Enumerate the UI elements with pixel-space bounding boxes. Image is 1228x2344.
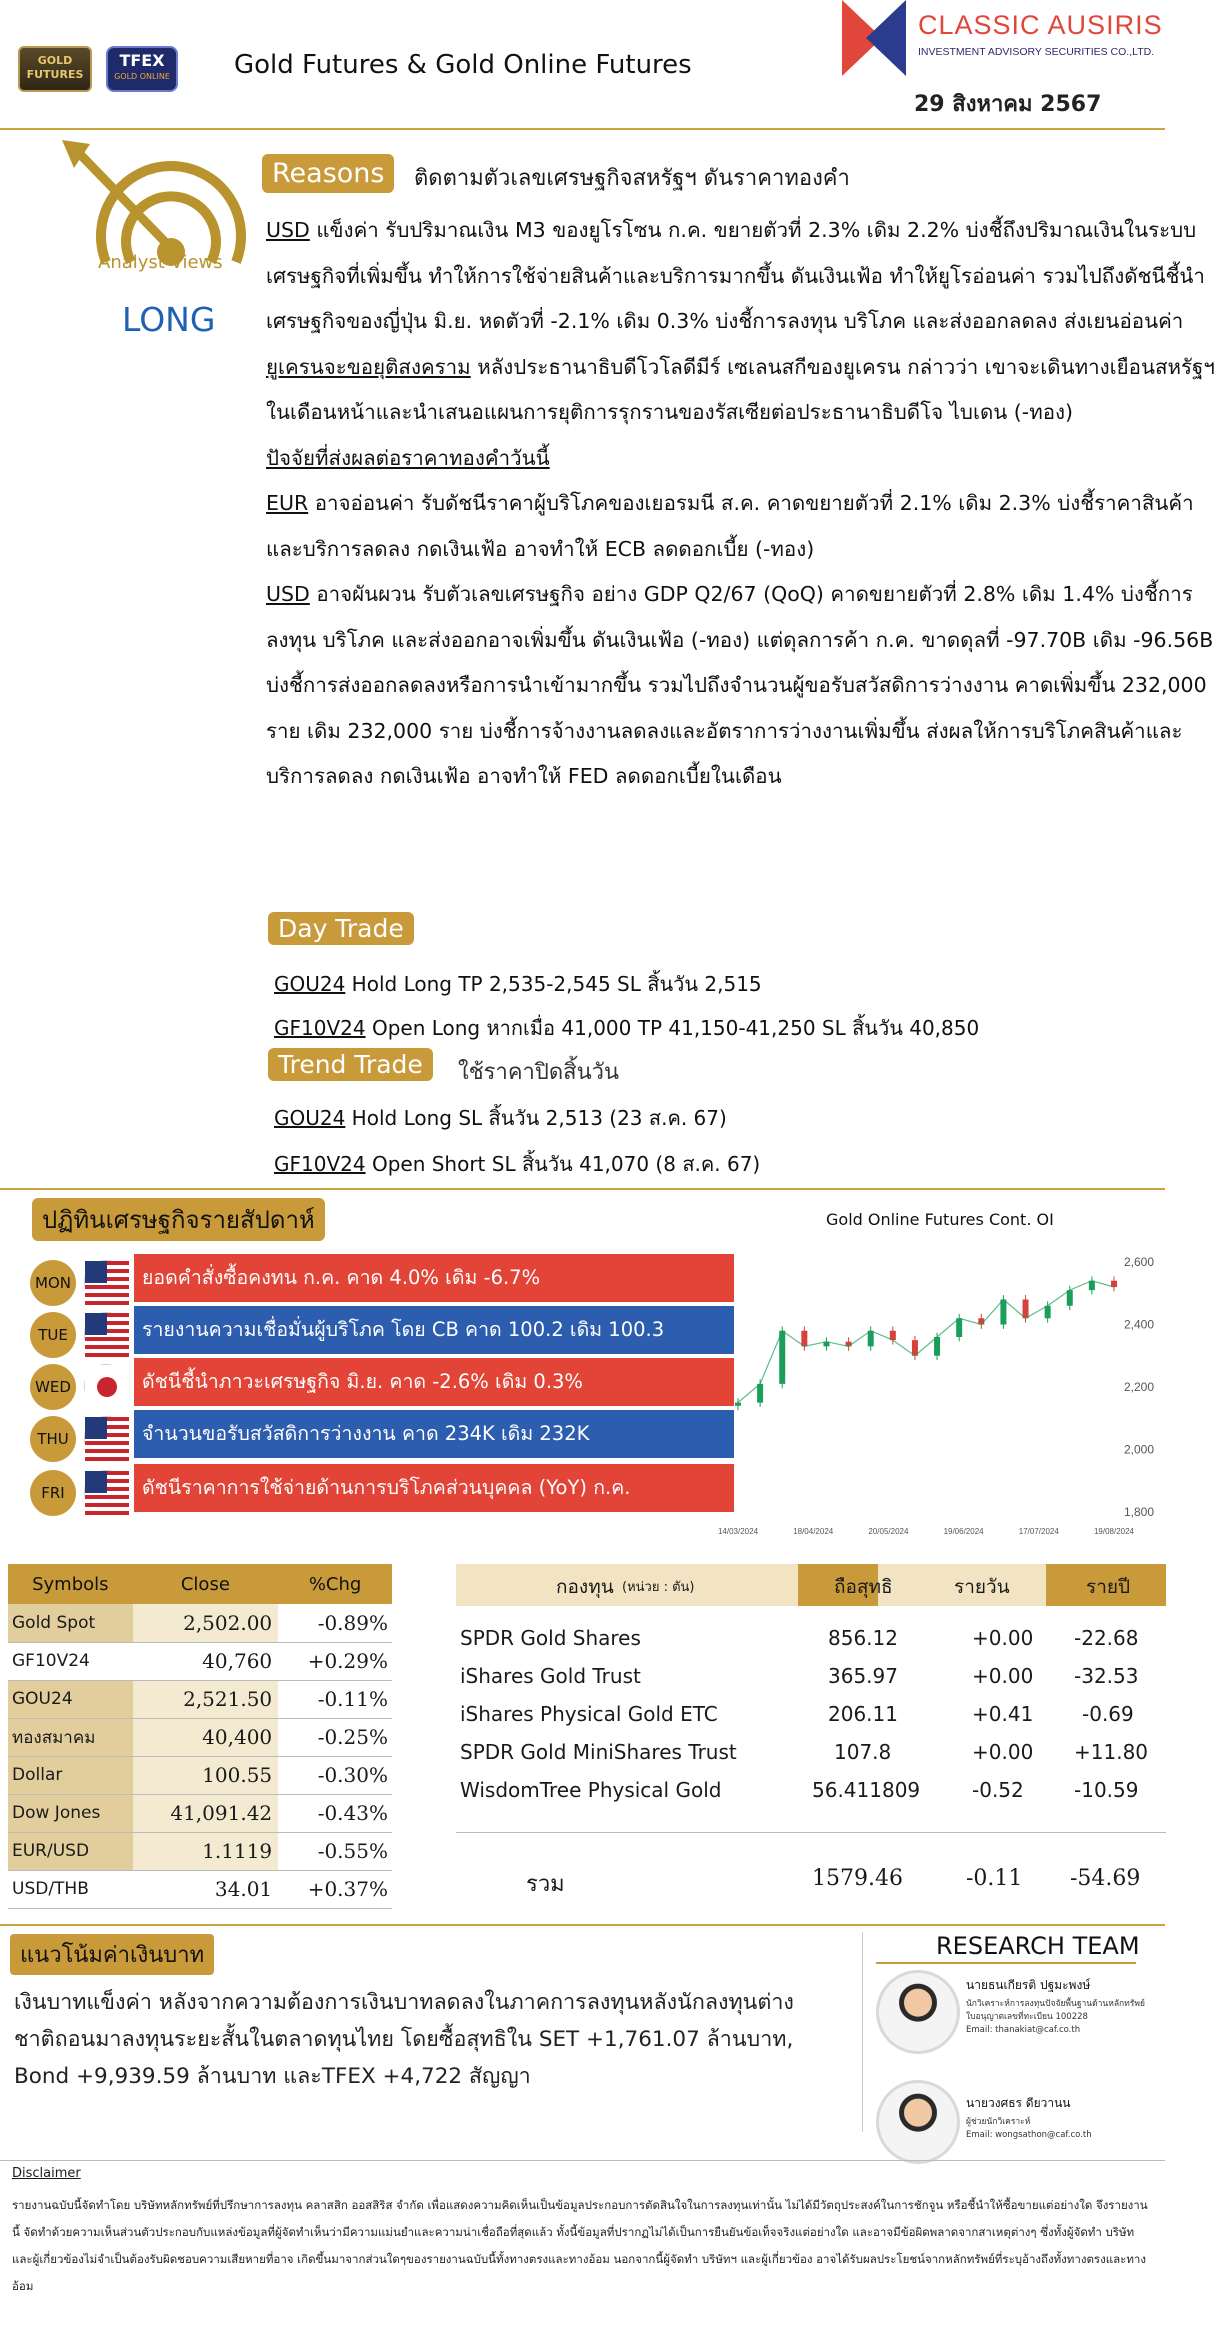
funds-total-row: รวม 1579.46 -0.11 -54.69 bbox=[526, 1866, 1141, 1897]
analyst-view-long: LONG bbox=[122, 300, 216, 339]
table-row: ทองสมาคม 40,400 -0.25% bbox=[8, 1718, 392, 1756]
gold-futures-logo: GOLD FUTURES bbox=[18, 46, 92, 92]
funds-table-header bbox=[456, 1564, 1166, 1606]
table-row: WisdomTree Physical Gold 56.411809 -0.52 -10.59 bbox=[460, 1778, 1139, 1802]
header-unit: (หน่วย : ตัน) bbox=[622, 1580, 695, 1595]
header-holding: ถือสุทธิ bbox=[834, 1576, 893, 1598]
table-row: SPDR Gold Shares 856.12 +0.00 -22.68 bbox=[460, 1626, 1139, 1650]
header-symbols: Symbols bbox=[8, 1564, 133, 1604]
day-badge: FRI bbox=[30, 1470, 76, 1516]
day-badge: WED bbox=[30, 1364, 76, 1410]
candle-body bbox=[779, 1331, 785, 1384]
company-subtitle: INVESTMENT ADVISORY SECURITIES CO.,LTD. bbox=[918, 46, 1155, 58]
reason-ukraine: ยูเครนจะขอยุติสงคราม หลังประธานาธิบดีโวโลดีมีร์ เซเลนสกีของยูเครน กล่าวว่า เขาจะเดินทางเยือนสหรัฐฯในเดือนหน้าและนำเสนอแผนการยุติการรุกรานของรัสเซียต่อประธานาธิบดีโจ ไบเดน (-ทอง) bbox=[266, 354, 1215, 424]
us-flag-icon bbox=[84, 1470, 128, 1514]
candle-body bbox=[934, 1337, 940, 1356]
analyst-2-info: ผู้ช่วยนักวิเคราะห์ Email: wongsathon@caf.co.th bbox=[966, 2117, 1092, 2140]
candle-body bbox=[956, 1318, 962, 1337]
page-title: Gold Futures & Gold Online Futures bbox=[234, 50, 692, 80]
calendar-row-mon bbox=[30, 1254, 734, 1302]
research-team-title: RESEARCH TEAM bbox=[936, 1932, 1140, 1960]
analyst-2-avatar bbox=[876, 2080, 960, 2164]
header-chg: %Chg bbox=[278, 1564, 392, 1604]
x-tick-label: 20/05/2024 bbox=[868, 1527, 909, 1536]
analyst-1-name: นายธนเกียรติ ปฐมะพงษ์ bbox=[966, 1978, 1091, 1992]
disclaimer-text: รายงานฉบับนี้จัดทำโดย บริษัทหลักทรัพย์ที่ปรึกษาการลงทุน คลาสสิก ออสสิริส จำกัด เพื่อแสดงความคิดเห็นเป็นข้อมูลประกอบการตัดสินใจในการลงทุนเท่านั้น ไม่ได้มีวัตถุประสงค์ในการชักจูน หรือชี้นำให้ซื้อขายแต่อย่างใด จึงรายงานนี้ จัดทำด้วยความเห็นส่วนตัวประกอบกับแหล่งข้อมูลที่ผู้จัดทำเห็นว่ามีความแม่นยำและความน่าเชื่อถือที่สุดแล้ว ทั้งนี้ข้อมูลที่ปรากฏไม่ได้เป็นการยืนยันข้อเท็จจริงแต่อย่างใด และอาจมีข้อผิดพลาดจากสาเหตุต่างๆ ซึ่งทั้งผู้จัดทำ บริษัท และผู้เกี่ยวข้องไม่จำเป็นต้องรับผิดชอบความเสียหายที่อาจ เกิดขึ้นมาจากส่วนใดๆของรายงานฉบับนี้ทั้งทางตรงและทางอ้อม นอกจากนี้ผู้จัดทำ บริษัทฯ และผู้เกี่ยวข้อง อาจได้รับผลประโยชน์จากหลักทรัพย์ที่ระบุอ้างถึงทั้งทางตรงและทางอ้อม bbox=[12, 2198, 1148, 2293]
disclaimer-divider bbox=[0, 2160, 1165, 2161]
y-tick-label: 1,800 bbox=[1124, 1505, 1155, 1519]
economic-calendar-badge: ปฏิทินเศรษฐกิจรายสัปดาห์ bbox=[32, 1198, 325, 1241]
header-close: Close bbox=[133, 1564, 279, 1604]
reason-factors-heading: ปัจจัยที่ส่งผลต่อราคาทองคำวันนี้ bbox=[266, 445, 550, 470]
candle-body bbox=[868, 1331, 874, 1347]
calendar-row-tue bbox=[30, 1306, 734, 1354]
trend-trade-line-1: GOU24 Hold Long SL สิ้นวัน 2,513 (23 ส.ค. 67) bbox=[274, 1106, 727, 1130]
baht-outlook-text: เงินบาทแข็งค่า หลังจากความต้องการเงินบาทลดลงในภาคการลงทุนหลังนักลงทุนต่างชาติถอนมาลงทุนระยะสั้นในตลาดทุนไทย โดยซื้อสุทธิใน SET +1,761.07 ล้านบาท, Bond +9,939.59 ล้านบาท และTFEX +4,722 สัญญา bbox=[14, 1990, 794, 2089]
table-row: USD/THB 34.01 +0.37% bbox=[8, 1870, 392, 1908]
x-tick-label: 19/06/2024 bbox=[943, 1527, 984, 1536]
analyst-1-avatar bbox=[876, 1970, 960, 2054]
chart-title: Gold Online Futures Cont. OI bbox=[826, 1210, 1054, 1229]
symbols-table bbox=[8, 1564, 392, 1909]
trend-trade-line-2: GF10V24 Open Short SL สิ้นวัน 41,070 (8 ส.ค. 67) bbox=[274, 1152, 761, 1176]
section-divider-2 bbox=[0, 1924, 1165, 1926]
research-team-underline bbox=[876, 1962, 1136, 1964]
day-badge: TUE bbox=[30, 1312, 76, 1358]
table-row: GOU24 2,521.50 -0.11% bbox=[8, 1680, 392, 1718]
candle-body bbox=[735, 1403, 741, 1406]
day-badge: MON bbox=[30, 1260, 76, 1306]
disclaimer-title: Disclaimer bbox=[12, 2166, 81, 2181]
y-tick-label: 2,200 bbox=[1124, 1380, 1155, 1394]
funds-divider bbox=[456, 1832, 1166, 1833]
us-flag-icon bbox=[84, 1260, 128, 1304]
header-fund: กองทุน bbox=[556, 1576, 614, 1598]
analyst-1-info: นักวิเคราะห์การลงทุนปัจจัยพื้นฐานด้านหลักทรัพย์ ใบอนุญาตเลขที่ทะเบียน 100228 Email: thanakiat@caf.co.th bbox=[966, 1999, 1145, 2035]
header-yearly: รายปี bbox=[1086, 1576, 1131, 1598]
vertical-divider bbox=[862, 1932, 863, 2132]
y-tick-label: 2,000 bbox=[1124, 1442, 1155, 1457]
table-row: Gold Spot 2,502.00 -0.89% bbox=[8, 1604, 392, 1642]
candle-body bbox=[801, 1331, 807, 1347]
analyst-2-name: นายวงศธร ดียวานน bbox=[966, 2096, 1071, 2110]
y-tick-label: 2,600 bbox=[1124, 1255, 1155, 1269]
candle-body bbox=[1067, 1290, 1073, 1306]
reasons-title: ติดตามตัวเลขเศรษฐกิจสหรัฐฯ ดันราคาทองคำ bbox=[414, 166, 850, 191]
day-trade-badge: Day Trade bbox=[268, 912, 414, 945]
reason-usd: USD แข็งค่า รับปริมาณเงิน M3 ของยูโรโซน ก.ค. ขยายตัวที่ 2.3% เดิม 2.2% บ่งชี้ถึงปริมาณเงินในระบบเศรษฐกิจที่เพิ่มขึ้น ทำให้การใช้จ่ายสินค้าและบริการมากขึ้น ดันเงินเฟ้อ ทำให้ยูโรอ่อนค่า รวมไปถึงดัชนีชี้นำเศรษฐกิจของญี่ปุ่น มิ.ย. หดตัวที่ -2.1% เดิม 0.3% บ่งชี้การลงทุน บริโภค และส่งออกลดลง ส่งเยนอ่อนค่า bbox=[266, 218, 1205, 333]
calendar-event: ดัชนีราคาการใช้จ่ายด้านการบริโภคส่วนบุคคล (YoY) ก.ค. bbox=[134, 1464, 734, 1512]
day-badge: THU bbox=[30, 1416, 76, 1462]
trend-trade-badge: Trend Trade bbox=[268, 1048, 433, 1081]
x-tick-label: 18/04/2024 bbox=[793, 1527, 834, 1536]
calendar-row-wed bbox=[30, 1358, 734, 1406]
candle-body bbox=[1023, 1300, 1029, 1319]
calendar-event: ดัชนีชี้นำภาวะเศรษฐกิจ มิ.ย. คาด -2.6% เดิม 0.3% bbox=[134, 1358, 734, 1406]
analyst-target-icon bbox=[56, 140, 246, 268]
y-tick-label: 2,400 bbox=[1124, 1317, 1155, 1332]
table-row: GF10V24 40,760 +0.29% bbox=[8, 1642, 392, 1680]
table-row: Dow Jones 41,091.42 -0.43% bbox=[8, 1794, 392, 1832]
reason-usd-2: USD อาจผันผวน รับตัวเลขเศรษฐกิจ อย่าง GDP Q2/67 (QoQ) คาดขยายตัวที่ 2.8% เดิม 1.4% บ่งชี้การลงทุน บริโภค และส่งออกอาจเพิ่มขึ้น ดันเงินเฟ้อ (-ทอง) แต่ดุลการค้า ก.ค. ขาดดุลที่ -97.70B เดิม -96.56B บ่งชี้การส่งออกลดลงหรือการนำเข้ามากขึ้น รวมไปถึงจำนวนผู้ขอรับสวัสดิการว่างงาน คาดเพิ่มขึ้น 232,000 ราย เดิม 232,000 ราย บ่งชี้การจ้างงานลดลงและอัตราการว่างงานเพิ่มขึ้น ส่งผลให้การบริโภคสินค้าและบริการลดลง กดเงินเฟ้อ อาจทำให้ FED ลดดอกเบี้ยในเดือน bbox=[266, 582, 1214, 788]
reasons-badge: Reasons bbox=[262, 154, 394, 193]
day-trade-line-2: GF10V24 Open Long หากเมื่อ 41,000 TP 41,150-41,250 SL สิ้นวัน 40,850 bbox=[274, 1016, 980, 1040]
reasons-body bbox=[266, 208, 1216, 800]
table-header bbox=[8, 1564, 392, 1604]
calendar-event: ยอดคำสั่งซื้อคงทน ก.ค. คาด 4.0% เดิม -6.7% bbox=[134, 1254, 734, 1302]
classic-ausiris-logo-icon bbox=[842, 0, 906, 76]
trend-trade-note: ใช้ราคาปิดสิ้นวัน bbox=[458, 1060, 620, 1085]
header-daily: รายวัน bbox=[954, 1576, 1010, 1598]
x-tick-label: 17/07/2024 bbox=[1018, 1527, 1059, 1536]
baht-outlook-badge: แนวโน้มค่าเงินบาท bbox=[10, 1934, 214, 1975]
day-trade-line-1: GOU24 Hold Long TP 2,535-2,545 SL สิ้นวัน 2,515 bbox=[274, 972, 762, 996]
tfex-logo: TFEX GOLD ONLINE bbox=[106, 46, 178, 92]
us-flag-icon bbox=[84, 1416, 128, 1460]
calendar-event: จำนวนขอรับสวัสดิการว่างงาน คาด 234K เดิม 232K bbox=[134, 1410, 734, 1458]
price-line bbox=[738, 1281, 1114, 1403]
us-flag-icon bbox=[84, 1312, 128, 1356]
table-row: Dollar 100.55 -0.30% bbox=[8, 1756, 392, 1794]
table-row: iShares Physical Gold ETC 206.11 +0.41 -0.69 bbox=[460, 1702, 1134, 1726]
table-row: EUR/USD 1.1119 -0.55% bbox=[8, 1832, 392, 1870]
reason-eur: EUR อาจอ่อนค่า รับดัชนีราคาผู้บริโภคของเยอรมนี ส.ค. คาดขยายตัวที่ 2.1% เดิม 2.3% บ่งชี้ราคาสินค้าและบริการลดลง กดเงินเฟ้อ อาจทำให้ ECB ลดดอกเบี้ย (-ทอง) bbox=[266, 491, 1194, 561]
candle-body bbox=[1000, 1300, 1006, 1325]
candle-body bbox=[757, 1384, 763, 1403]
calendar-row-thu bbox=[30, 1410, 734, 1458]
x-tick-label: 14/03/2024 bbox=[717, 1527, 759, 1536]
header-divider bbox=[0, 128, 1165, 130]
japan-flag-icon bbox=[84, 1364, 128, 1408]
x-tick-label: 19/08/2024 bbox=[1093, 1527, 1135, 1536]
section-divider bbox=[0, 1188, 1165, 1190]
table-row: iShares Gold Trust 365.97 +0.00 -32.53 bbox=[460, 1664, 1139, 1688]
gold-price-chart bbox=[717, 1246, 1170, 1546]
company-name: CLASSIC AUSIRIS bbox=[918, 10, 1163, 40]
report-date: 29 สิงหาคม 2567 bbox=[914, 92, 1102, 117]
analyst-views-label: Analyst Views bbox=[98, 252, 223, 273]
calendar-row-fri bbox=[30, 1464, 734, 1512]
table-row: SPDR Gold MiniShares Trust 107.8 +0.00 +11.80 bbox=[460, 1740, 1149, 1764]
calendar-event: รายงานความเชื่อมั่นผู้บริโภค โดย CB คาด 100.2 เดิม 100.3 bbox=[134, 1306, 734, 1354]
